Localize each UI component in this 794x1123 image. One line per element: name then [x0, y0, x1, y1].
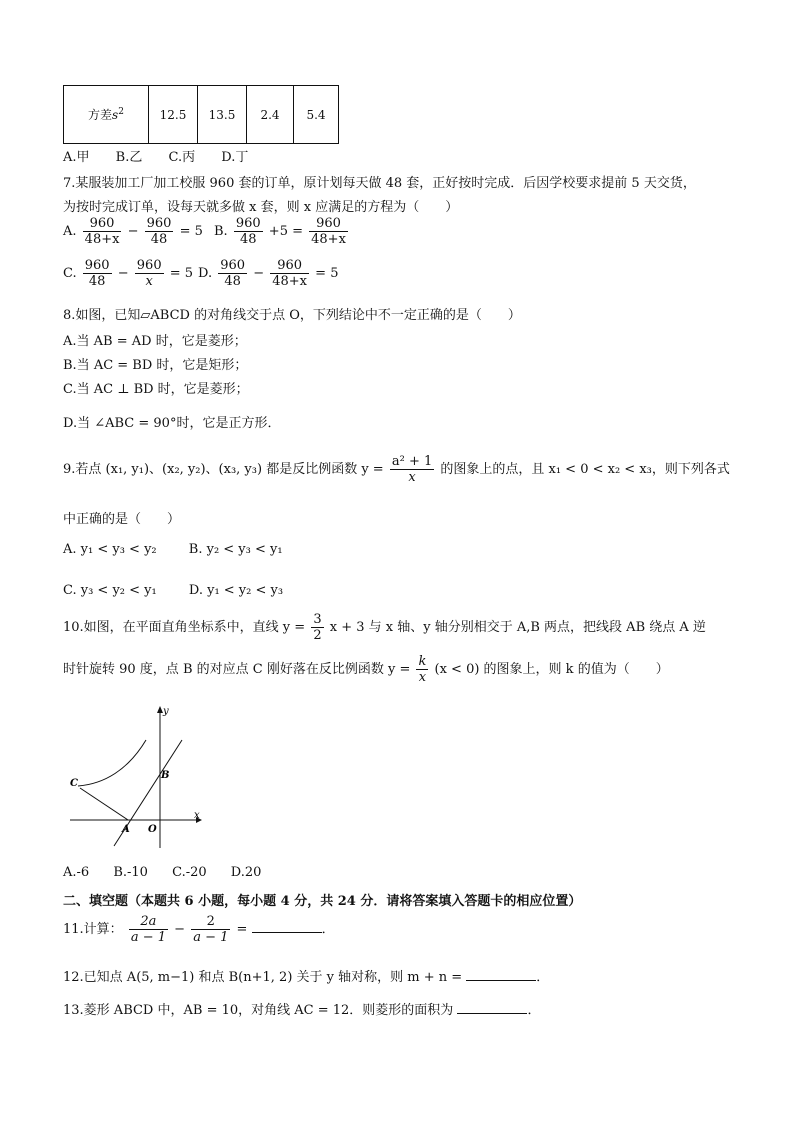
- operator: −: [127, 224, 139, 239]
- table-cell: 2.4: [247, 86, 294, 144]
- table-header-sup: 2: [118, 107, 124, 117]
- q10-line2-pre: 时针旋转 90 度，点 B 的对应点 C 刚好落在反比例函数 y =: [63, 662, 411, 677]
- answer-blank[interactable]: [457, 1001, 527, 1014]
- fraction: [83, 216, 122, 247]
- numerator: 3: [313, 612, 322, 627]
- q6-option-a: A.甲: [63, 150, 90, 165]
- option-label: A.: [63, 224, 77, 239]
- q11-equals: =: [236, 922, 248, 937]
- q10-line1-post: x + 3 与 x 轴、y 轴分别相交于 A,B 两点，把线段 AB 绕点 A 逆: [329, 620, 706, 635]
- q8-stem: 8.如图，已知▱ABCD 的对角线交于点 O，下列结论中不一定正确的是（ ）: [63, 308, 521, 323]
- section-title: 二、填空题（本题共 6 小题，每小题 4 分，共 24 分．请将答案填入答题卡的相应位置）: [63, 894, 582, 909]
- equation-tail: = 5: [169, 266, 194, 281]
- denominator: a − 1: [193, 930, 229, 945]
- label-a: A: [122, 824, 130, 835]
- label-x: x: [194, 810, 200, 821]
- fraction: [234, 216, 263, 247]
- q7-stem-line1: 7.某服装加工厂加工校服 960 套的订单，原计划每天做 48 套，正好按时完成．后因学校要求提前 5 天交货，: [63, 176, 696, 191]
- denominator: 48: [150, 232, 168, 247]
- label-b: B: [161, 770, 170, 781]
- numerator: 960: [235, 216, 261, 231]
- denominator: x: [418, 670, 427, 685]
- fraction: [135, 258, 164, 289]
- q10-stem-line2: [63, 654, 669, 685]
- q10-options: [63, 865, 261, 880]
- numerator: 960: [83, 216, 122, 232]
- table-cell: 5.4: [294, 86, 339, 144]
- numerator: 960: [146, 216, 172, 231]
- answer-blank[interactable]: [466, 968, 536, 981]
- q10-option-a: A.-6: [63, 865, 90, 880]
- variance-table: [63, 85, 339, 144]
- operator: −: [117, 266, 129, 281]
- fraction: [145, 216, 174, 247]
- denominator: a − 1: [130, 930, 167, 945]
- option-label: C.: [63, 266, 77, 281]
- table-header-cell: [64, 86, 149, 144]
- q9-option-d: D. y₁ < y₂ < y₃: [188, 583, 284, 598]
- fraction: [416, 654, 428, 685]
- q12-end: ．: [536, 970, 550, 985]
- q13: [63, 999, 540, 1018]
- fraction: [129, 914, 168, 945]
- q10-option-c: C.-20: [172, 865, 207, 880]
- fraction: [309, 216, 348, 247]
- fraction: [311, 612, 323, 643]
- q9-option-a: A. y₁ < y₃ < y₂: [63, 542, 157, 557]
- q8-option-d: D.当 ∠ABC = 90°时，它是正方形．: [63, 416, 281, 431]
- option-label: B.: [214, 224, 228, 239]
- numerator: a² + 1: [391, 454, 433, 469]
- q8-option-a: A.当 AB = AD 时，它是菱形；: [63, 334, 247, 349]
- fraction: [270, 258, 309, 289]
- q12-text: 12.已知点 A(5, m−1) 和点 B(n+1, 2) 关于 y 轴对称，则 m + n =: [63, 970, 463, 985]
- q6-options: [63, 146, 248, 165]
- q10-stem-line1: [63, 612, 706, 643]
- denominator: 48+x: [311, 232, 346, 247]
- table-header-label: 方差: [88, 108, 113, 122]
- q9-option-c: C. y₃ < y₂ < y₁: [63, 583, 157, 598]
- table-row: [64, 86, 339, 144]
- segment-ac: [80, 788, 128, 820]
- numerator: 2a: [129, 914, 168, 930]
- denominator: 48: [88, 274, 106, 289]
- label-y: y: [163, 706, 169, 717]
- q11: [63, 914, 335, 945]
- hyperbola-curve: [78, 740, 146, 786]
- operator: +5 =: [268, 224, 303, 239]
- q9-options-row2: [63, 583, 283, 598]
- q6-option-c: C.丙: [168, 150, 196, 165]
- fraction: [218, 258, 247, 289]
- fraction: [83, 258, 112, 289]
- numerator: k: [418, 654, 427, 669]
- label-c: C: [70, 778, 78, 789]
- q9-option-b: B. y₂ < y₃ < y₁: [188, 542, 283, 557]
- q10-option-d: D.20: [230, 865, 262, 880]
- q11-pre: 11.计算：: [63, 922, 123, 937]
- numerator: 960: [84, 258, 110, 273]
- equation-tail: = 5: [179, 224, 203, 239]
- q8-option-b: B.当 AC = BD 时，它是矩形；: [63, 358, 248, 373]
- fraction: [390, 454, 434, 485]
- operator: −: [174, 922, 186, 937]
- q13-text: 13.菱形 ABCD 中，AB = 10，对角线 AC = 12．则菱形的面积为: [63, 1003, 454, 1018]
- q8-option-c: C.当 AC ⊥ BD 时，它是菱形；: [63, 382, 249, 397]
- numerator: 960: [270, 258, 309, 274]
- q7-option-b: [214, 216, 350, 247]
- q9-options-row1: [63, 542, 283, 557]
- q12: [63, 966, 549, 985]
- numerator: 2: [191, 914, 230, 930]
- denominator: 48: [224, 274, 241, 289]
- denominator: 2: [313, 628, 322, 643]
- q9-stem-post: 的图象上的点，且 x₁ < 0 < x₂ < x₃，则下列各式: [440, 462, 730, 477]
- q9-stem-line2: 中正确的是（ ）: [63, 512, 181, 527]
- q7-option-d: [198, 258, 338, 289]
- numerator: 960: [136, 258, 162, 273]
- q10-figure: [64, 702, 214, 852]
- denominator: 48: [239, 232, 257, 247]
- q9-stem-line1: [63, 454, 730, 485]
- q13-end: ．: [527, 1003, 541, 1018]
- q11-end: ．: [321, 922, 335, 937]
- denominator: 48+x: [272, 274, 308, 289]
- q7-option-a: [63, 216, 203, 247]
- table-header-symbol: s: [112, 108, 119, 122]
- q6-option-b: B.乙: [115, 150, 143, 165]
- fraction: [191, 914, 230, 945]
- q10-line1-pre: 10.如图，在平面直角坐标系中，直线 y =: [63, 620, 306, 635]
- denominator: x: [408, 470, 416, 485]
- q7-stem-line2: 为按时完成订单，设每天就多做 x 套，则 x 应满足的方程为（ ）: [63, 200, 459, 215]
- option-label: D.: [198, 266, 213, 281]
- q7-option-c: [63, 258, 193, 289]
- denominator: 48+x: [84, 232, 120, 247]
- answer-blank[interactable]: [252, 920, 322, 933]
- q10-line2-post: (x < 0) 的图象上，则 k 的值为（ ）: [434, 662, 669, 677]
- equation-tail: = 5: [315, 266, 339, 281]
- operator: −: [253, 266, 265, 281]
- q10-option-b: B.-10: [113, 865, 148, 880]
- table-cell: 12.5: [149, 86, 198, 144]
- numerator: 960: [309, 216, 348, 232]
- table-cell: 13.5: [198, 86, 247, 144]
- q9-stem-pre: 9.若点 (x₁, y₁)、(x₂, y₂)、(x₃, y₃) 都是反比例函数 y =: [63, 462, 384, 477]
- label-o: O: [148, 824, 157, 835]
- denominator: x: [145, 274, 153, 289]
- numerator: 960: [220, 258, 246, 273]
- q6-option-d: D.丁: [221, 150, 249, 165]
